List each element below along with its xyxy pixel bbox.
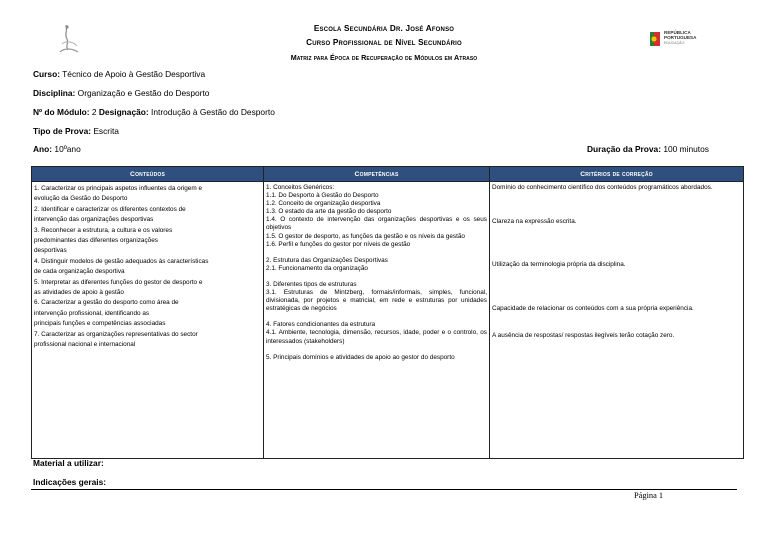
criterio-item: Domínio do conhecimento científico dos conteúdos programáticos abordados. xyxy=(492,184,713,191)
document-title: Matriz para Época de Recuperação de Módulos em Atraso xyxy=(290,53,478,62)
matrix-table xyxy=(31,166,744,459)
material-label: Material a utilizar: xyxy=(33,458,104,468)
conteudo-line: 4. Distinguir modelos de gestão adequados às características xyxy=(34,257,209,265)
conteudo-line: 1. Caracterizar os principais aspetos influentes da origem e xyxy=(34,185,203,192)
table-row xyxy=(32,182,744,459)
competencia-item: 1.4. O contexto de intervenção das organizações desportivas e os seus objetivos xyxy=(266,216,487,232)
competencia-item: 5. Principais domínios e atividades de apoio ao gestor do desporto xyxy=(266,353,455,361)
competencia-item: 1.5. O gestor de desporto, as funções da gestão e os níveis da gestão xyxy=(266,232,465,240)
competencia-item: 3. Diferentes tipos de estruturas xyxy=(266,280,357,288)
conteudo-line: 5. Interpretar as diferentes funções do gestor de desporto e xyxy=(34,278,203,286)
competencia-item: 1. Conceitos Genéricos: xyxy=(266,184,335,191)
competencias-cell xyxy=(264,182,490,459)
field-modulo xyxy=(33,107,275,117)
conteudo-line: de cada organização desportiva xyxy=(34,268,125,276)
field-ano xyxy=(33,144,81,154)
page-number: Página 1 xyxy=(634,491,664,500)
school-name: Escola Secundária Dr. José Afonso xyxy=(313,24,455,33)
field-curso xyxy=(33,69,205,79)
criterios-cell xyxy=(490,182,744,459)
header-conteudos: Conteúdos xyxy=(32,167,264,182)
conteudo-line: principais funções e competências associadas xyxy=(34,320,166,328)
competencia-item: 1.3. O estado da arte da gestão do desporto xyxy=(266,208,392,216)
curso-value: Técnico de Apoio à Gestão Desportiva xyxy=(60,69,206,79)
conteudo-line: intervenção das organizações desportivas xyxy=(34,216,154,224)
conteudo-line: 7. Caracterizar as organizações representativas do sector xyxy=(34,330,198,338)
ano-value: 10ºano xyxy=(52,144,81,154)
field-duracao xyxy=(587,144,709,154)
competencia-item: 1.1. Do Desporto à Gestão do Desporto xyxy=(266,192,379,200)
competencia-item: 2. Estrutura das Organizações Desportivas xyxy=(266,256,388,264)
conteudos-cell xyxy=(32,182,264,459)
logo-line3: EDUCAÇÃO xyxy=(664,40,685,45)
conteudo-line: predominantes das diferentes organizações xyxy=(34,237,158,245)
logo-line2: PORTUGUESA xyxy=(664,35,697,41)
designacao-label: Designação: xyxy=(98,107,149,117)
conteudo-line: 3. Reconhecer a estrutura, a cultura e os valores xyxy=(34,226,173,234)
disciplina-label: Disciplina: xyxy=(33,88,76,98)
criterio-item: Utilização da terminologia própria da disciplina. xyxy=(492,261,626,269)
header-competencias: Competências xyxy=(264,167,490,182)
table-header-row xyxy=(32,167,744,182)
duracao-label: Duração da Prova: xyxy=(587,144,662,154)
logo-line1: REPÚBLICA xyxy=(664,30,691,35)
conteudo-line: 6. Caracterizar a gestão do desporto como área de xyxy=(34,299,179,307)
indicacoes-label: Indicações gerais: xyxy=(33,477,107,487)
footer-divider xyxy=(31,489,737,490)
duracao-value: 100 minutos xyxy=(661,144,709,154)
conteudo-line: intervenção profissional, identificando as xyxy=(34,309,150,317)
modulo-value: 2 xyxy=(89,107,99,117)
conteudo-line: profissional nacional e internacional xyxy=(34,341,136,349)
competencia-item: 4. Fatores condicionantes da estrutura xyxy=(266,321,376,329)
tipo-value: Escrita xyxy=(91,126,119,136)
disciplina-value: Organização e Gestão do Desporto xyxy=(75,88,210,98)
competencia-item: 4.1. Ambiente, tecnologia, dimensão, recursos, idade, poder e o controlo, os interessados (stakeholders) xyxy=(266,329,487,345)
competencia-item: 3.1. Estruturas de Mintzberg, formais/informais, simples, funcional, divisionada, por projetos e matricial, em rede e estruturas por unidades estratégicas de negócios xyxy=(266,289,487,313)
competencia-item: 1.2. Conceito de organização desportiva xyxy=(266,200,381,208)
ano-label: Ano: xyxy=(33,144,53,154)
criterio-item: Capacidade de relacionar os conteúdos com a sua própria experiência. xyxy=(492,304,694,312)
conteudo-line: 2. Identificar e caracterizar os diferentes contextos de xyxy=(34,205,186,213)
field-tipo-prova xyxy=(33,126,119,136)
curso-label: Curso: xyxy=(33,69,60,79)
conteudo-line: desportivas xyxy=(34,247,67,255)
field-disciplina xyxy=(33,88,209,98)
course-level: Curso Profissional de Nível Secundário xyxy=(306,38,462,47)
conteudo-line: as atividades de apoio à gestão xyxy=(34,289,124,297)
tipo-label: Tipo de Prova: xyxy=(33,126,92,136)
competencia-item: 1.6. Perfil e funções do gestor por níveis de gestão xyxy=(266,240,411,248)
designacao-value: Introdução à Gestão do Desporto xyxy=(148,107,275,117)
criterio-item: Clareza na expressão escrita. xyxy=(492,218,577,226)
conteudo-line: evolução da Gestão do Desporto xyxy=(34,195,128,203)
modulo-label: Nº do Módulo: xyxy=(33,107,90,117)
criterio-item: A ausência de respostas/ respostas ilegíveis terão cotação zero. xyxy=(492,331,675,339)
header-criterios: Critérios de correção xyxy=(490,167,744,182)
competencia-item: 2.1. Funcionamento da organização xyxy=(266,264,368,272)
